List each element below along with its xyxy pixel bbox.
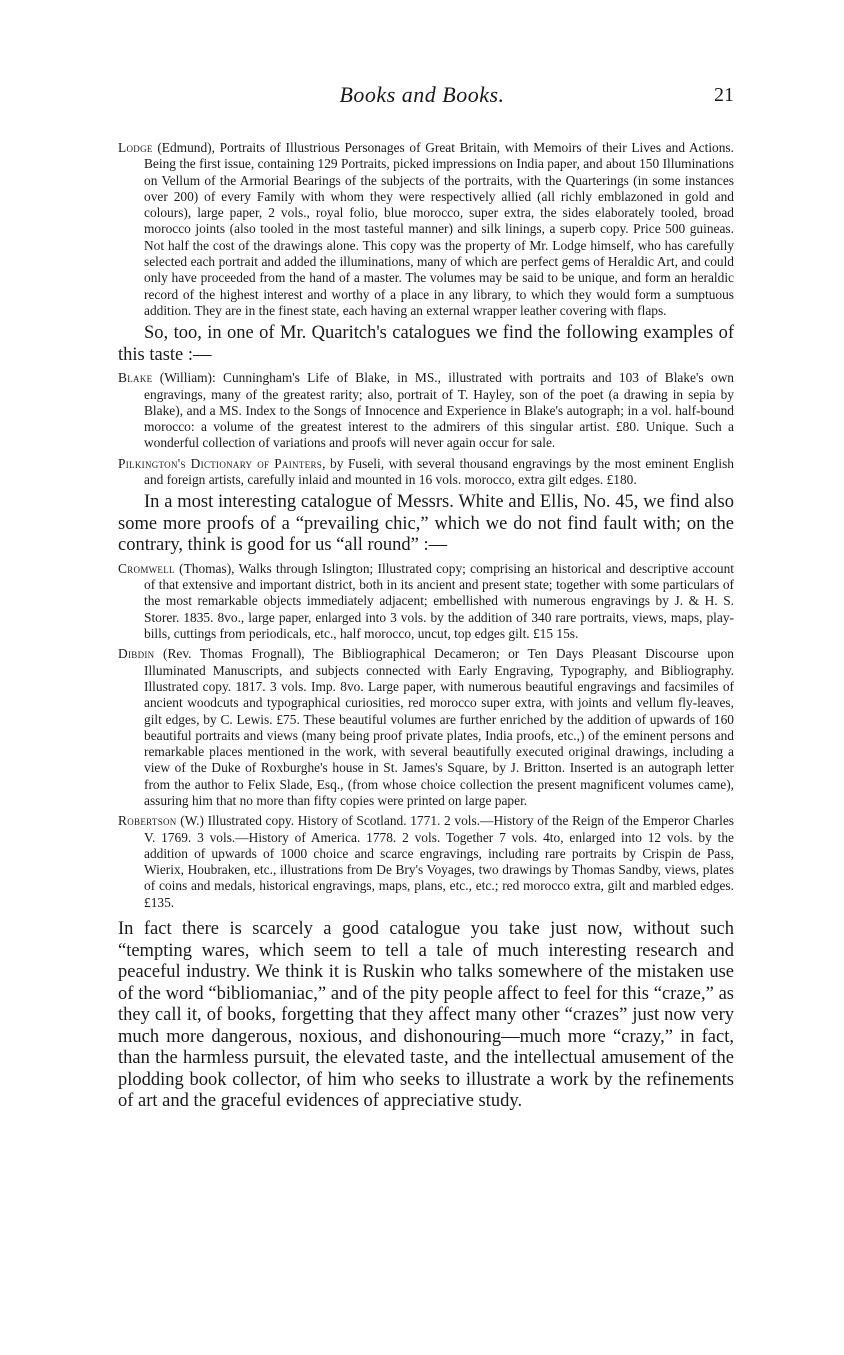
catalogue-entry-pilkington bbox=[118, 456, 734, 489]
entry-heading: Blake bbox=[118, 370, 153, 386]
entry-text: (Thomas), Walks through Islington; Illustrated copy; comprising an historical and descriptive account of that extensive and important district, both in its ancient and present state; together with some particulars of the most remarkable objects immediately adjacent; embellished with numerous engravings by J. & H. S. Storer. 1835. 8vo., large paper, enlarged into 3 vols. by the addition of 340 rare portraits, views, maps, play-bills, cuttings from periodicals, etc., half morocco, uncut, top edges gilt. £15 15s. bbox=[144, 560, 734, 642]
catalogue-entry-robertson bbox=[118, 813, 734, 911]
body-paragraph-quaritch: So, too, in one of Mr. Quaritch's catalogues we find the following examples of this taste :— bbox=[118, 323, 734, 365]
entry-heading: Pilkington's Dictionary of Painters bbox=[118, 455, 323, 471]
catalogue-entry-cromwell bbox=[118, 561, 734, 642]
entry-heading: Robertson bbox=[118, 813, 177, 829]
running-title: Books and Books. bbox=[339, 82, 505, 107]
entry-heading: Cromwell bbox=[118, 560, 175, 576]
entry-heading: Dibdin bbox=[118, 646, 155, 662]
body-paragraph-closing: In fact there is scarcely a good catalogue you take just now, without such “tempting wares, which seem to tell a tale of much interesting research and peaceful industry. We think it is Ruskin who talks somewhere of the mistaken use of the word “bibliomaniac,” and of the pity people affect to feel for this “craze,” as they call it, of books, forgetting that they affect many other “crazes” just now very much more dangerous, noxious, and dishonouring—much more “crazy,” in fact, than the harmless pursuit, the elevated taste, and the intellectual amusement of the plodding book collector, of him who seeks to illustrate a work by the refinements of art and the graceful evidences of appreciative study. bbox=[118, 919, 734, 1112]
catalogue-entry-dibdin bbox=[118, 646, 734, 809]
page-number: 21 bbox=[714, 84, 734, 106]
entry-text: , by Fuseli, with several thousand engravings by the most eminent English and foreign artists, carefully inlaid and mounted in 16 vols. morocco, extra gilt edges. £180. bbox=[144, 455, 734, 488]
entry-text: (William): Cunningham's Life of Blake, in MS., illustrated with portraits and 103 of Blake's own engravings, many of the greatest rarity; also, portrait of T. Hayley, son of the poet (a drawing in sepia by Blake), and a MS. Index to the Songs of Innocence and Experience in Blake's autograph; in a vol. half-bound morocco: a volume of the greatest interest to the admirers of this singular artist. £80. Unique. Such a wonderful collection of variations and proofs will never again occur for sale. bbox=[144, 370, 734, 451]
catalogue-entry-lodge bbox=[118, 140, 734, 319]
body-paragraph-white-ellis: In a most interesting catalogue of Messrs. White and Ellis, No. 45, we find also some more proofs of a “prevailing chic,” which we do not find fault with; on the contrary, think is good for us “all round” :— bbox=[118, 492, 734, 556]
page-header bbox=[0, 82, 844, 112]
entry-text: (Rev. Thomas Frognall), The Bibliographical Decameron; or Ten Days Pleasant Discourse upon Illuminated Manuscripts, and subjects connected with Early Engraving, Typography, and Bibliography. Illustrated copy. 1817. 3 vols. Imp. 8vo. Large paper, with numerous beautiful engravings and facsimiles of ancient woodcuts and typographical curiosities, red morocco super extra, with joints and vellum fly-leaves, gilt edges, by C. Lewis. £75. These beautiful volumes are further enriched by the addition of upwards of 160 beautiful portraits and views (many being proof private plates, India proofs, etc.,) of the eminent persons and remarkable places mentioned in the work, with several beautifully executed original drawings, including a view of the Duke of Roxburghe's house in St. James's Square, by J. Britton. Inserted is an autograph letter from the author to Felix Slade, Esq., (from whose choice collection the present magnificent volumes came), assuring him that no more than fifty copies were printed on large paper. bbox=[144, 646, 734, 808]
page-body bbox=[118, 140, 734, 1117]
entry-text: (W.) Illustrated copy. History of Scotland. 1771. 2 vols.—History of the Reign of the Emperor Charles V. 1769. 3 vols.—History of America. 1778. 2 vols. Together 7 vols. 4to, enlarged into 12 vols. by the addition of upwards of 1000 choice and scarce engravings, including rare portraits by Crispin de Pass, Wierix, Houbraken, etc., illustrations from De Bry's Voyages, two drawings by Thomas Sandby, views, plates of coins and medals, historical engravings, maps, plans, etc., etc.; red morocco extra, gilt and marbled edges. £135. bbox=[144, 813, 734, 910]
entry-heading: Lodge bbox=[118, 140, 153, 155]
catalogue-entry-blake bbox=[118, 370, 734, 451]
entry-text: (Edmund), Portraits of Illustrious Personages of Great Britain, with Memoirs of their Lives and Actions. Being the first issue, containing 129 Portraits, picked impressions on India paper, and about 150 Illuminations on Vellum of the Armorial Bearings of the subjects of the portraits, with the Quarterings (in some instances over 200) of every Family with whom they were respectively allied (all richly emblazoned in gold and colours), large paper, 2 vols., royal folio, blue morocco, super extra, the sides elaborately tooled, broad morocco joints (also tooled in the most tasteful manner) and silk linings, a superb copy. Price 500 guineas. Not half the cost of the drawings alone. This copy was the property of Mr. Lodge himself, who has carefully selected each portrait and added the illuminations, many of which are perfect gems of Heraldic Art, and could only have proceeded from the hand of a master. The volumes may be said to be unique, and form an heraldic record of the highest interest and worthy of a place in any library, to which they would form a sumptuous addition. They are in the finest state, each having an external wrapper leather covering with flaps. bbox=[144, 140, 734, 318]
